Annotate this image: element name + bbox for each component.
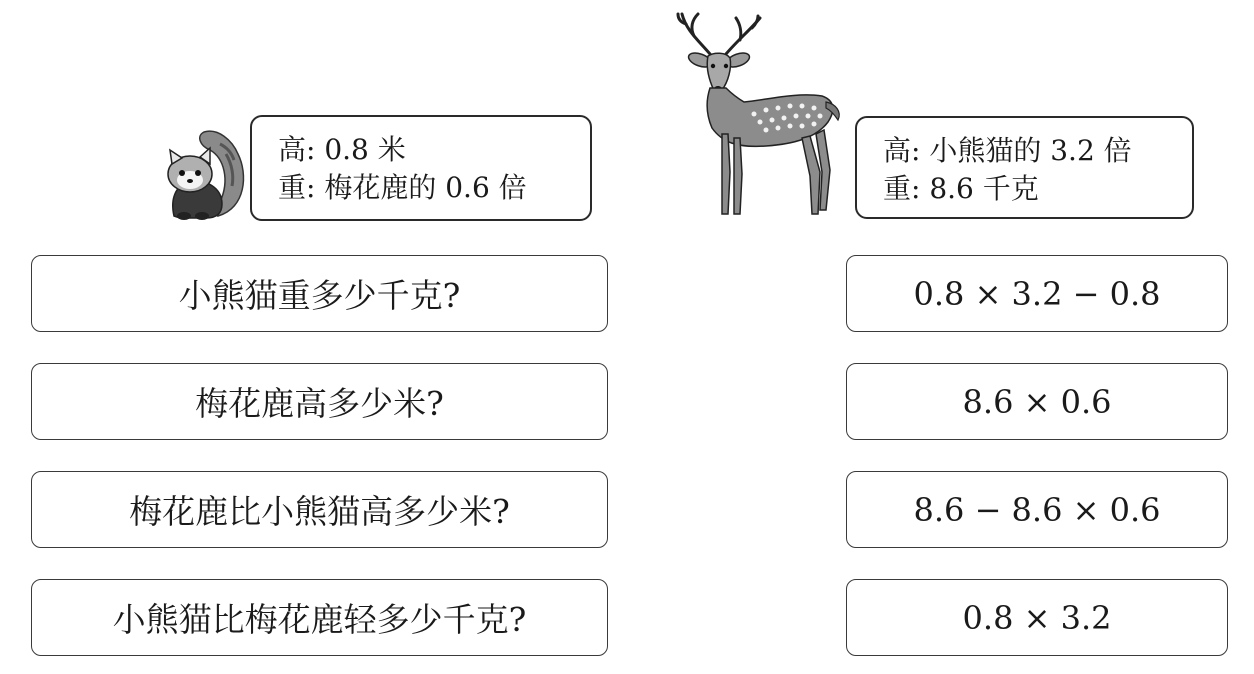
question-box-3[interactable]: 梅花鹿比小熊猫高多少米? — [31, 471, 608, 548]
question-box-4[interactable]: 小熊猫比梅花鹿轻多少千克? — [31, 579, 608, 656]
red-panda-height: 高: 0.8 米 — [278, 133, 406, 166]
expression-box-4[interactable]: 0.8 × 3.2 — [846, 579, 1228, 656]
deer-weight: 重: 8.6 千克 — [883, 172, 1039, 205]
expression-box-3[interactable]: 8.6 − 8.6 × 0.6 — [846, 471, 1228, 548]
red-panda-image — [160, 124, 250, 220]
red-panda-weight: 重: 梅花鹿的 0.6 倍 — [278, 171, 527, 204]
expression-box-1[interactable]: 0.8 × 3.2 − 0.8 — [846, 255, 1228, 332]
question-box-2[interactable]: 梅花鹿高多少米? — [31, 363, 608, 440]
red-panda-info-box — [250, 115, 592, 221]
sika-deer-image — [676, 10, 848, 218]
expression-box-2[interactable]: 8.6 × 0.6 — [846, 363, 1228, 440]
deer-info-box — [855, 116, 1194, 219]
question-box-1[interactable]: 小熊猫重多少千克? — [31, 255, 608, 332]
deer-height: 高: 小熊猫的 3.2 倍 — [883, 134, 1132, 167]
